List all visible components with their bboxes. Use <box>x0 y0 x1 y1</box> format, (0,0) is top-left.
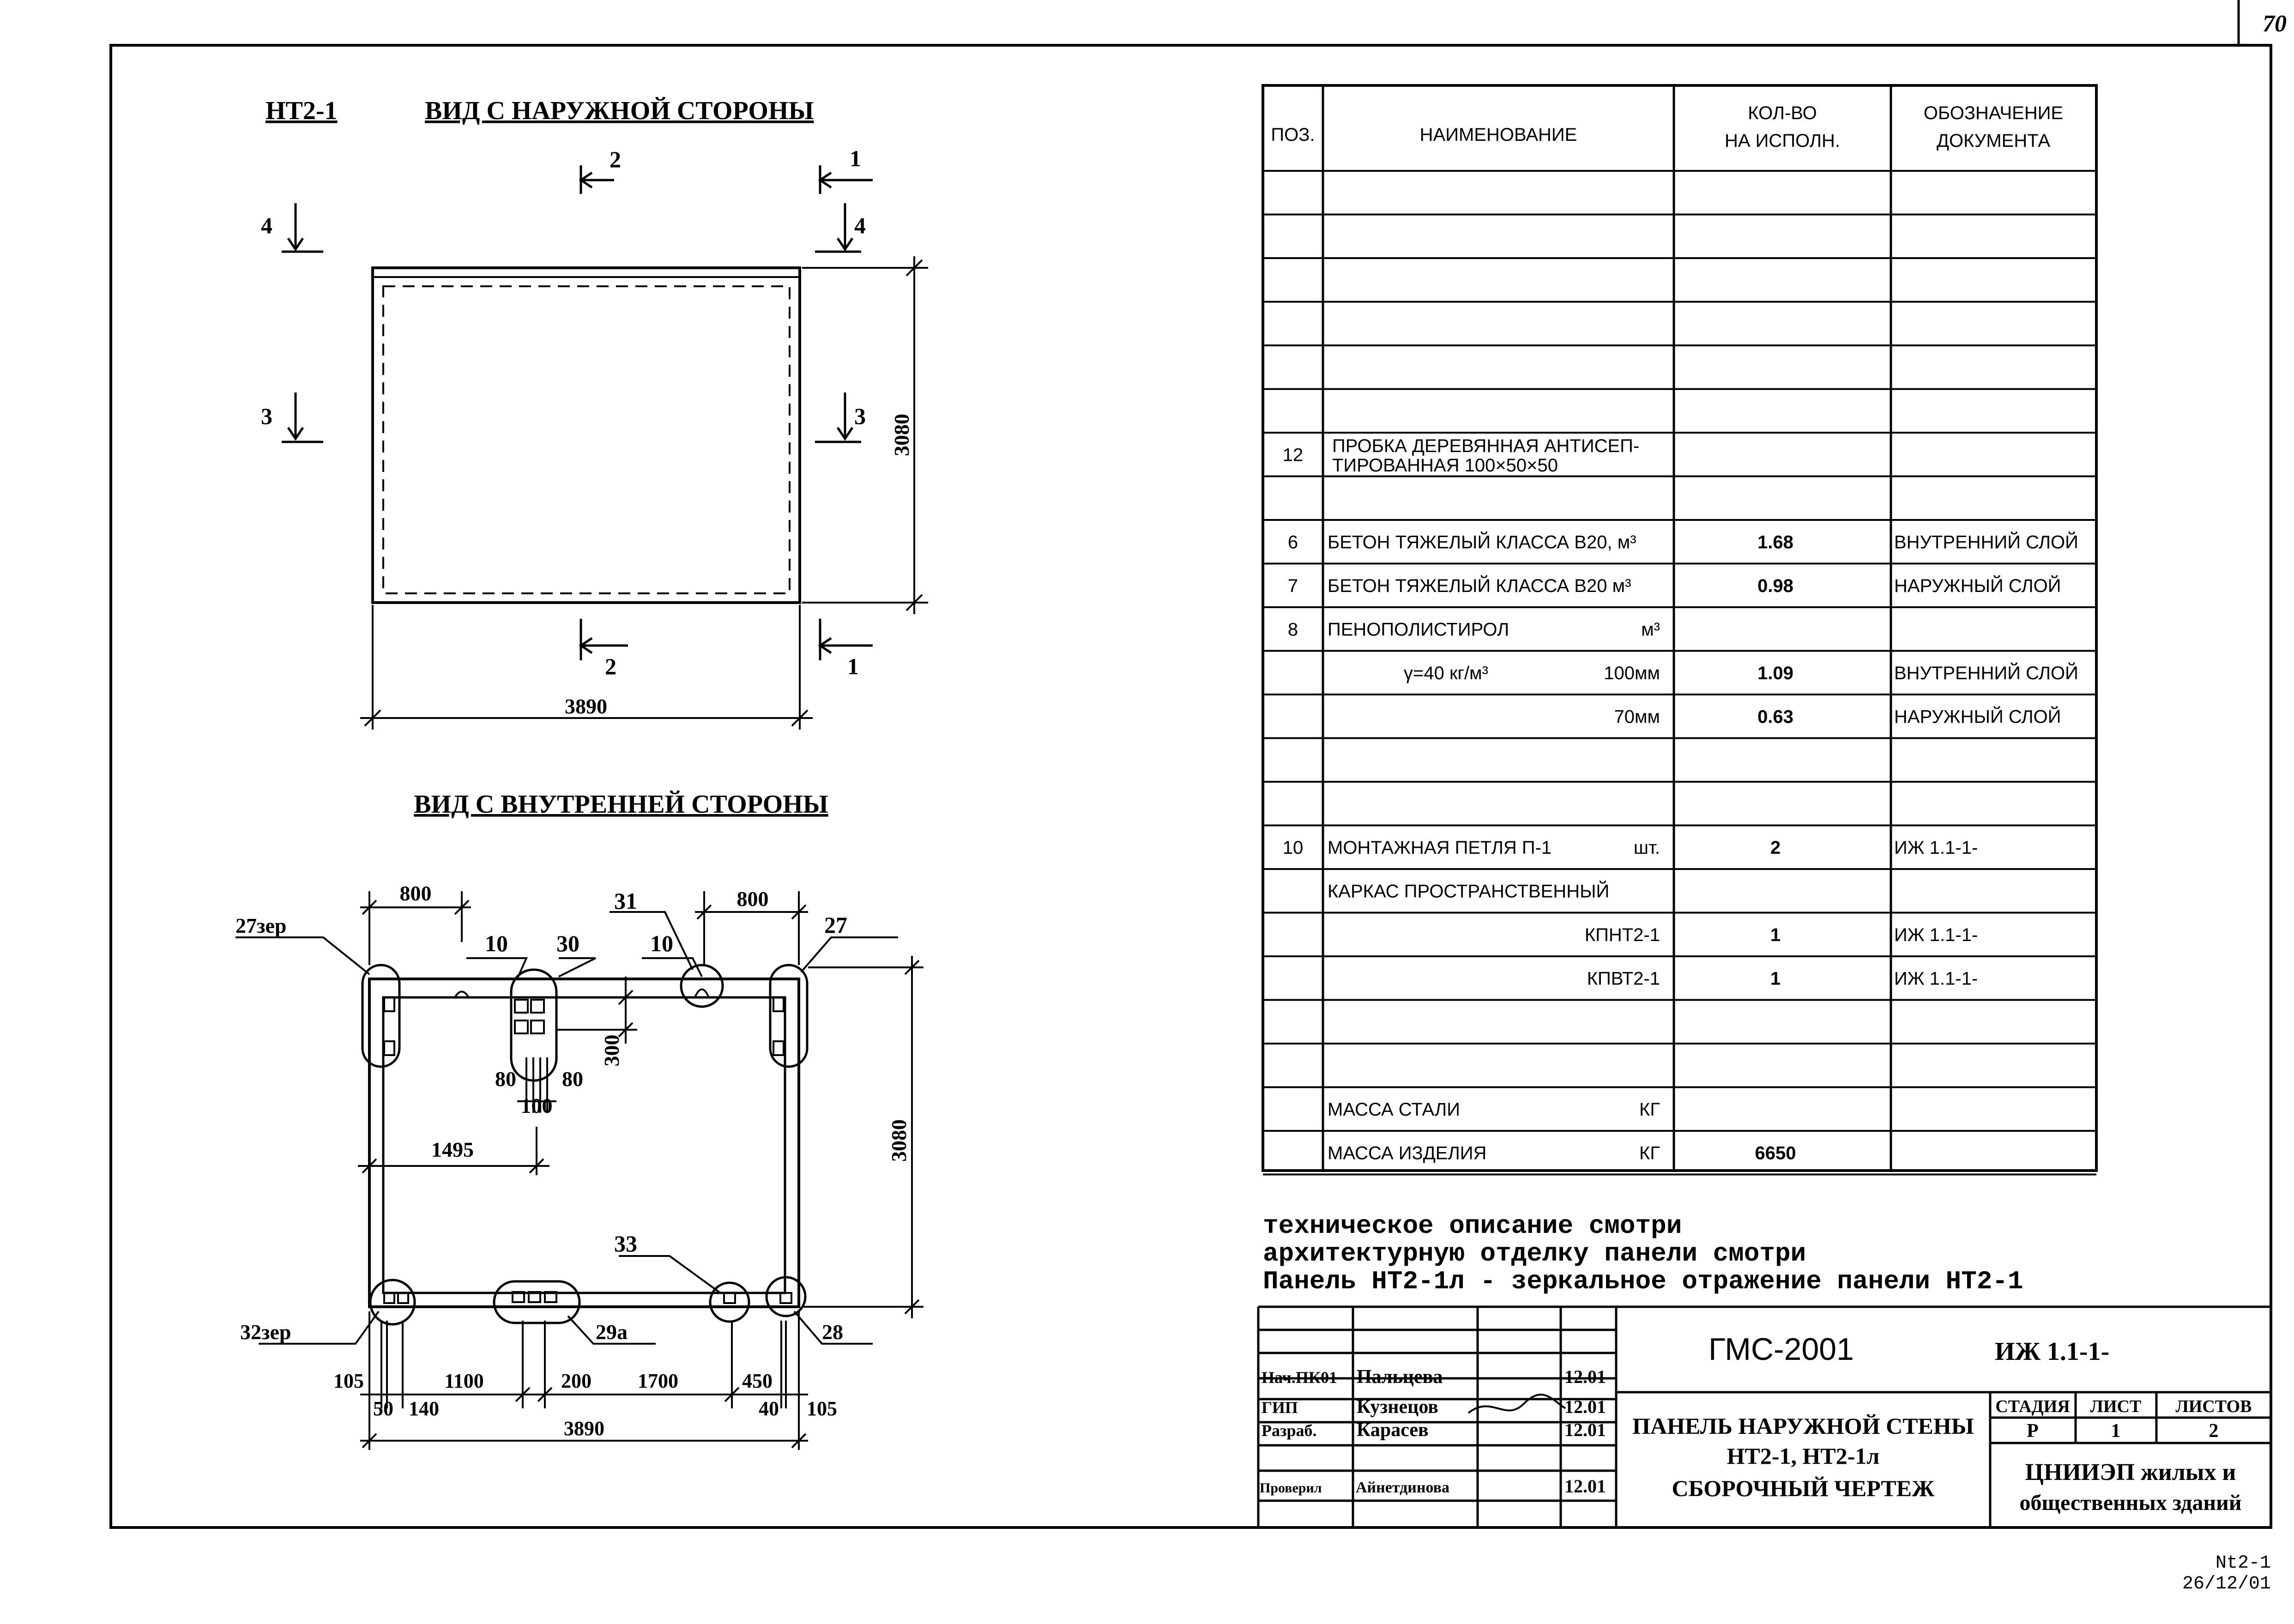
callout-28: 28 <box>822 1320 843 1344</box>
spec-cell: 70мм <box>1614 706 1660 727</box>
outer-panel-dashed-layer <box>383 286 790 593</box>
spec-cell: м³ <box>1641 619 1660 640</box>
dim-1100: 1100 <box>444 1370 484 1392</box>
dim-800-right: 800 <box>736 887 769 911</box>
callout-30: 30 <box>556 930 580 956</box>
spec-cell: γ=40 кг/м³ <box>1404 663 1488 683</box>
header-name: НАИМЕНОВАНИЕ <box>1419 125 1577 145</box>
spec-cell: ВНУТРЕННИЙ СЛОЙ <box>1894 532 2078 553</box>
title-code: ГМС-2001 <box>1708 1332 1854 1367</box>
spec-cell: КГ <box>1639 1099 1660 1120</box>
sheets-value: 2 <box>2209 1420 2219 1442</box>
spec-cell: ИЖ 1.1-1- <box>1894 837 1978 858</box>
staff-role-1: Нач.ПК01 <box>1262 1368 1337 1387</box>
spec-cell: КГ <box>1639 1143 1660 1164</box>
section-label-4-right: 4 <box>854 212 866 238</box>
spec-cell: ИЖ 1.1-1- <box>1894 968 1978 989</box>
file-stamp-2: 26/12/01 <box>2182 1574 2271 1594</box>
spec-cell: 2 <box>1770 837 1781 858</box>
mounting-loops <box>455 990 709 998</box>
dim-800-left: 800 <box>399 881 432 905</box>
dim-105-right: 105 <box>807 1397 837 1420</box>
dim-100: 100 <box>520 1094 553 1117</box>
header-pos: ПОЗ. <box>1271 125 1315 145</box>
spec-cell: ИЖ 1.1-1- <box>1894 924 1978 945</box>
spec-table-rows <box>1283 436 2078 1163</box>
inner-view <box>235 790 924 1450</box>
spec-cell: 1.09 <box>1757 663 1793 683</box>
section-label-4-left: 4 <box>261 212 272 238</box>
dim-140: 140 <box>409 1397 439 1420</box>
outer-dim-width-label: 3890 <box>565 694 607 718</box>
spec-cell: ТИРОВАННАЯ 100×50×50 <box>1332 455 1558 476</box>
staff-role-3: Разраб. <box>1262 1421 1317 1440</box>
stage-value: Р <box>2027 1420 2039 1442</box>
section-label-1-bottom: 1 <box>847 653 859 679</box>
dim-105-left: 105 <box>333 1370 364 1392</box>
spec-cell: 10 <box>1282 837 1304 858</box>
spec-cell: КАРКАС ПРОСТРАНСТВЕННЫЙ <box>1328 881 1610 902</box>
title-block <box>1258 1307 2271 1527</box>
note-line-3: Панель НТ2-1л - зеркальное отражение панели НТ2-1 <box>1263 1267 2023 1296</box>
outer-view <box>261 97 928 730</box>
sheet-number: 70 <box>2263 11 2287 37</box>
note-line-1: техническое описание смотри <box>1263 1211 1682 1241</box>
dim-200: 200 <box>561 1370 592 1392</box>
section-label-3-left: 3 <box>261 403 272 429</box>
outer-view-title: ВИД С НАРУЖНОЙ СТОРОНЫ <box>425 97 814 125</box>
staff-date-1: 12.01 <box>1564 1366 1606 1387</box>
header-doc-2: ДОКУМЕНТА <box>1936 131 2051 151</box>
section-label-3-right: 3 <box>854 403 866 429</box>
spec-cell: МАССА СТАЛИ <box>1328 1099 1461 1120</box>
spec-cell: 100мм <box>1604 663 1660 683</box>
callout-10-left: 10 <box>485 930 508 956</box>
signature-kuznetsov <box>1468 1395 1565 1413</box>
spec-cell: шт. <box>1633 837 1660 858</box>
section-label-2-bottom: 2 <box>605 653 616 679</box>
spec-cell: ПЕНОПОЛИСТИРОЛ <box>1328 619 1509 640</box>
staff-date-4: 12.01 <box>1564 1476 1606 1497</box>
spec-cell: НАРУЖНЫЙ СЛОЙ <box>1894 706 2061 727</box>
spec-cell: 0.98 <box>1757 575 1793 596</box>
spec-cell: МОНТАЖНАЯ ПЕТЛЯ П-1 <box>1328 837 1552 858</box>
outer-view-mark: НТ2-1 <box>266 97 338 125</box>
staff-name-3: Карасев <box>1357 1419 1429 1441</box>
spec-cell: КПНТ2-1 <box>1584 924 1660 945</box>
section-label-2-top: 2 <box>610 146 621 172</box>
blob-31 <box>681 965 723 1007</box>
title-line-2: НТ2-1, НТ2-1л <box>1727 1443 1880 1469</box>
spec-cell: 7 <box>1287 575 1298 596</box>
header-qty-1: КОЛ-ВО <box>1748 103 1817 123</box>
sheet-header: ЛИСТ <box>2090 1397 2142 1416</box>
callout-29a: 29а <box>596 1320 628 1344</box>
inner-view-title: ВИД С ВНУТРЕННЕЙ СТОРОНЫ <box>414 790 828 819</box>
callout-10-right: 10 <box>650 930 673 956</box>
staff-date-2: 12.01 <box>1564 1396 1606 1417</box>
sheet-value: 1 <box>2111 1420 2121 1442</box>
staff-role-2: ГИП <box>1262 1398 1298 1417</box>
spec-cell: 12 <box>1282 445 1304 465</box>
note-line-2: архитектурную отделку панели смотри <box>1263 1239 1806 1268</box>
section-marker-4-left <box>282 203 323 252</box>
dim-1495: 1495 <box>431 1138 474 1161</box>
spec-cell: 0.63 <box>1757 706 1793 727</box>
section-marker-2-bottom <box>581 619 628 660</box>
dim-1700: 1700 <box>638 1370 678 1392</box>
dim-300: 300 <box>600 1034 623 1067</box>
spec-table <box>1263 85 2096 1175</box>
spec-cell: КПВТ2-1 <box>1587 968 1660 989</box>
notes <box>1263 1211 2023 1296</box>
callout-27zer: 27зер <box>235 914 287 937</box>
title-line-3: СБОРОЧНЫЙ ЧЕРТЕЖ <box>1672 1475 1935 1501</box>
dim-80-left: 80 <box>495 1067 516 1091</box>
staff-name-1: Пальцева <box>1357 1366 1443 1388</box>
outer-panel-outline <box>373 268 800 603</box>
dim-50: 50 <box>373 1397 393 1420</box>
spec-cell: БЕТОН ТЯЖЕЛЫЙ КЛАССА В20, м³ <box>1328 532 1636 553</box>
staff-date-3: 12.01 <box>1564 1419 1606 1440</box>
spec-cell: 1 <box>1770 924 1781 945</box>
header-qty-2: НА ИСПОЛН. <box>1725 131 1840 151</box>
section-marker-3-left <box>282 392 323 442</box>
callout-33: 33 <box>614 1231 637 1256</box>
spec-cell: НАРУЖНЫЙ СЛОЙ <box>1894 575 2061 596</box>
org-line-1: ЦНИИЭП жилых и <box>2025 1459 2236 1485</box>
file-stamp-1: Nt2-1 <box>2215 1553 2271 1574</box>
spec-cell: 6 <box>1287 532 1298 553</box>
staff-name-2: Кузнецов <box>1357 1396 1438 1418</box>
spec-cell: 1.68 <box>1757 532 1793 553</box>
callout-27: 27 <box>824 912 847 938</box>
spec-cell: ВНУТРЕННИЙ СЛОЙ <box>1894 663 2078 683</box>
spec-cell: 6650 <box>1755 1143 1796 1164</box>
title-doc-code: ИЖ 1.1-1- <box>1995 1337 2110 1366</box>
spec-cell: ПРОБКА ДЕРЕВЯННАЯ АНТИСЕП- <box>1332 436 1640 456</box>
dim-3080-inner: 3080 <box>887 1119 911 1162</box>
dim-450: 450 <box>742 1370 773 1392</box>
dim-80-right: 80 <box>562 1067 583 1091</box>
inner-dim-300 <box>556 977 637 1044</box>
callout-32zer: 32зер <box>240 1320 291 1344</box>
callout-31: 31 <box>614 888 637 914</box>
staff-name-4: Айнетдинова <box>1356 1479 1449 1496</box>
spec-cell: 1 <box>1770 968 1781 989</box>
dim-3890-inner: 3890 <box>564 1417 604 1440</box>
spec-cell: МАССА ИЗДЕЛИЯ <box>1328 1143 1487 1164</box>
sheets-header: ЛИСТОВ <box>2175 1397 2252 1416</box>
dim-40: 40 <box>759 1397 779 1420</box>
org-line-2: общественных зданий <box>2019 1491 2242 1515</box>
corner-blobs <box>362 965 807 1324</box>
section-marker-1-bottom <box>820 619 873 660</box>
stage-header: СТАДИЯ <box>1995 1397 2070 1416</box>
spec-cell: БЕТОН ТЯЖЕЛЫЙ КЛАССА В20 м³ <box>1328 575 1631 596</box>
title-line-1: ПАНЕЛЬ НАРУЖНОЙ СТЕНЫ <box>1632 1413 1974 1439</box>
section-marker-1-top <box>820 165 873 194</box>
staff-role-4: Проверил <box>1260 1480 1322 1496</box>
spec-cell: 8 <box>1287 619 1298 640</box>
header-doc-1: ОБОЗНАЧЕНИЕ <box>1923 103 2064 123</box>
outer-dim-height-label: 3080 <box>890 414 913 456</box>
section-label-1-top: 1 <box>850 145 861 171</box>
